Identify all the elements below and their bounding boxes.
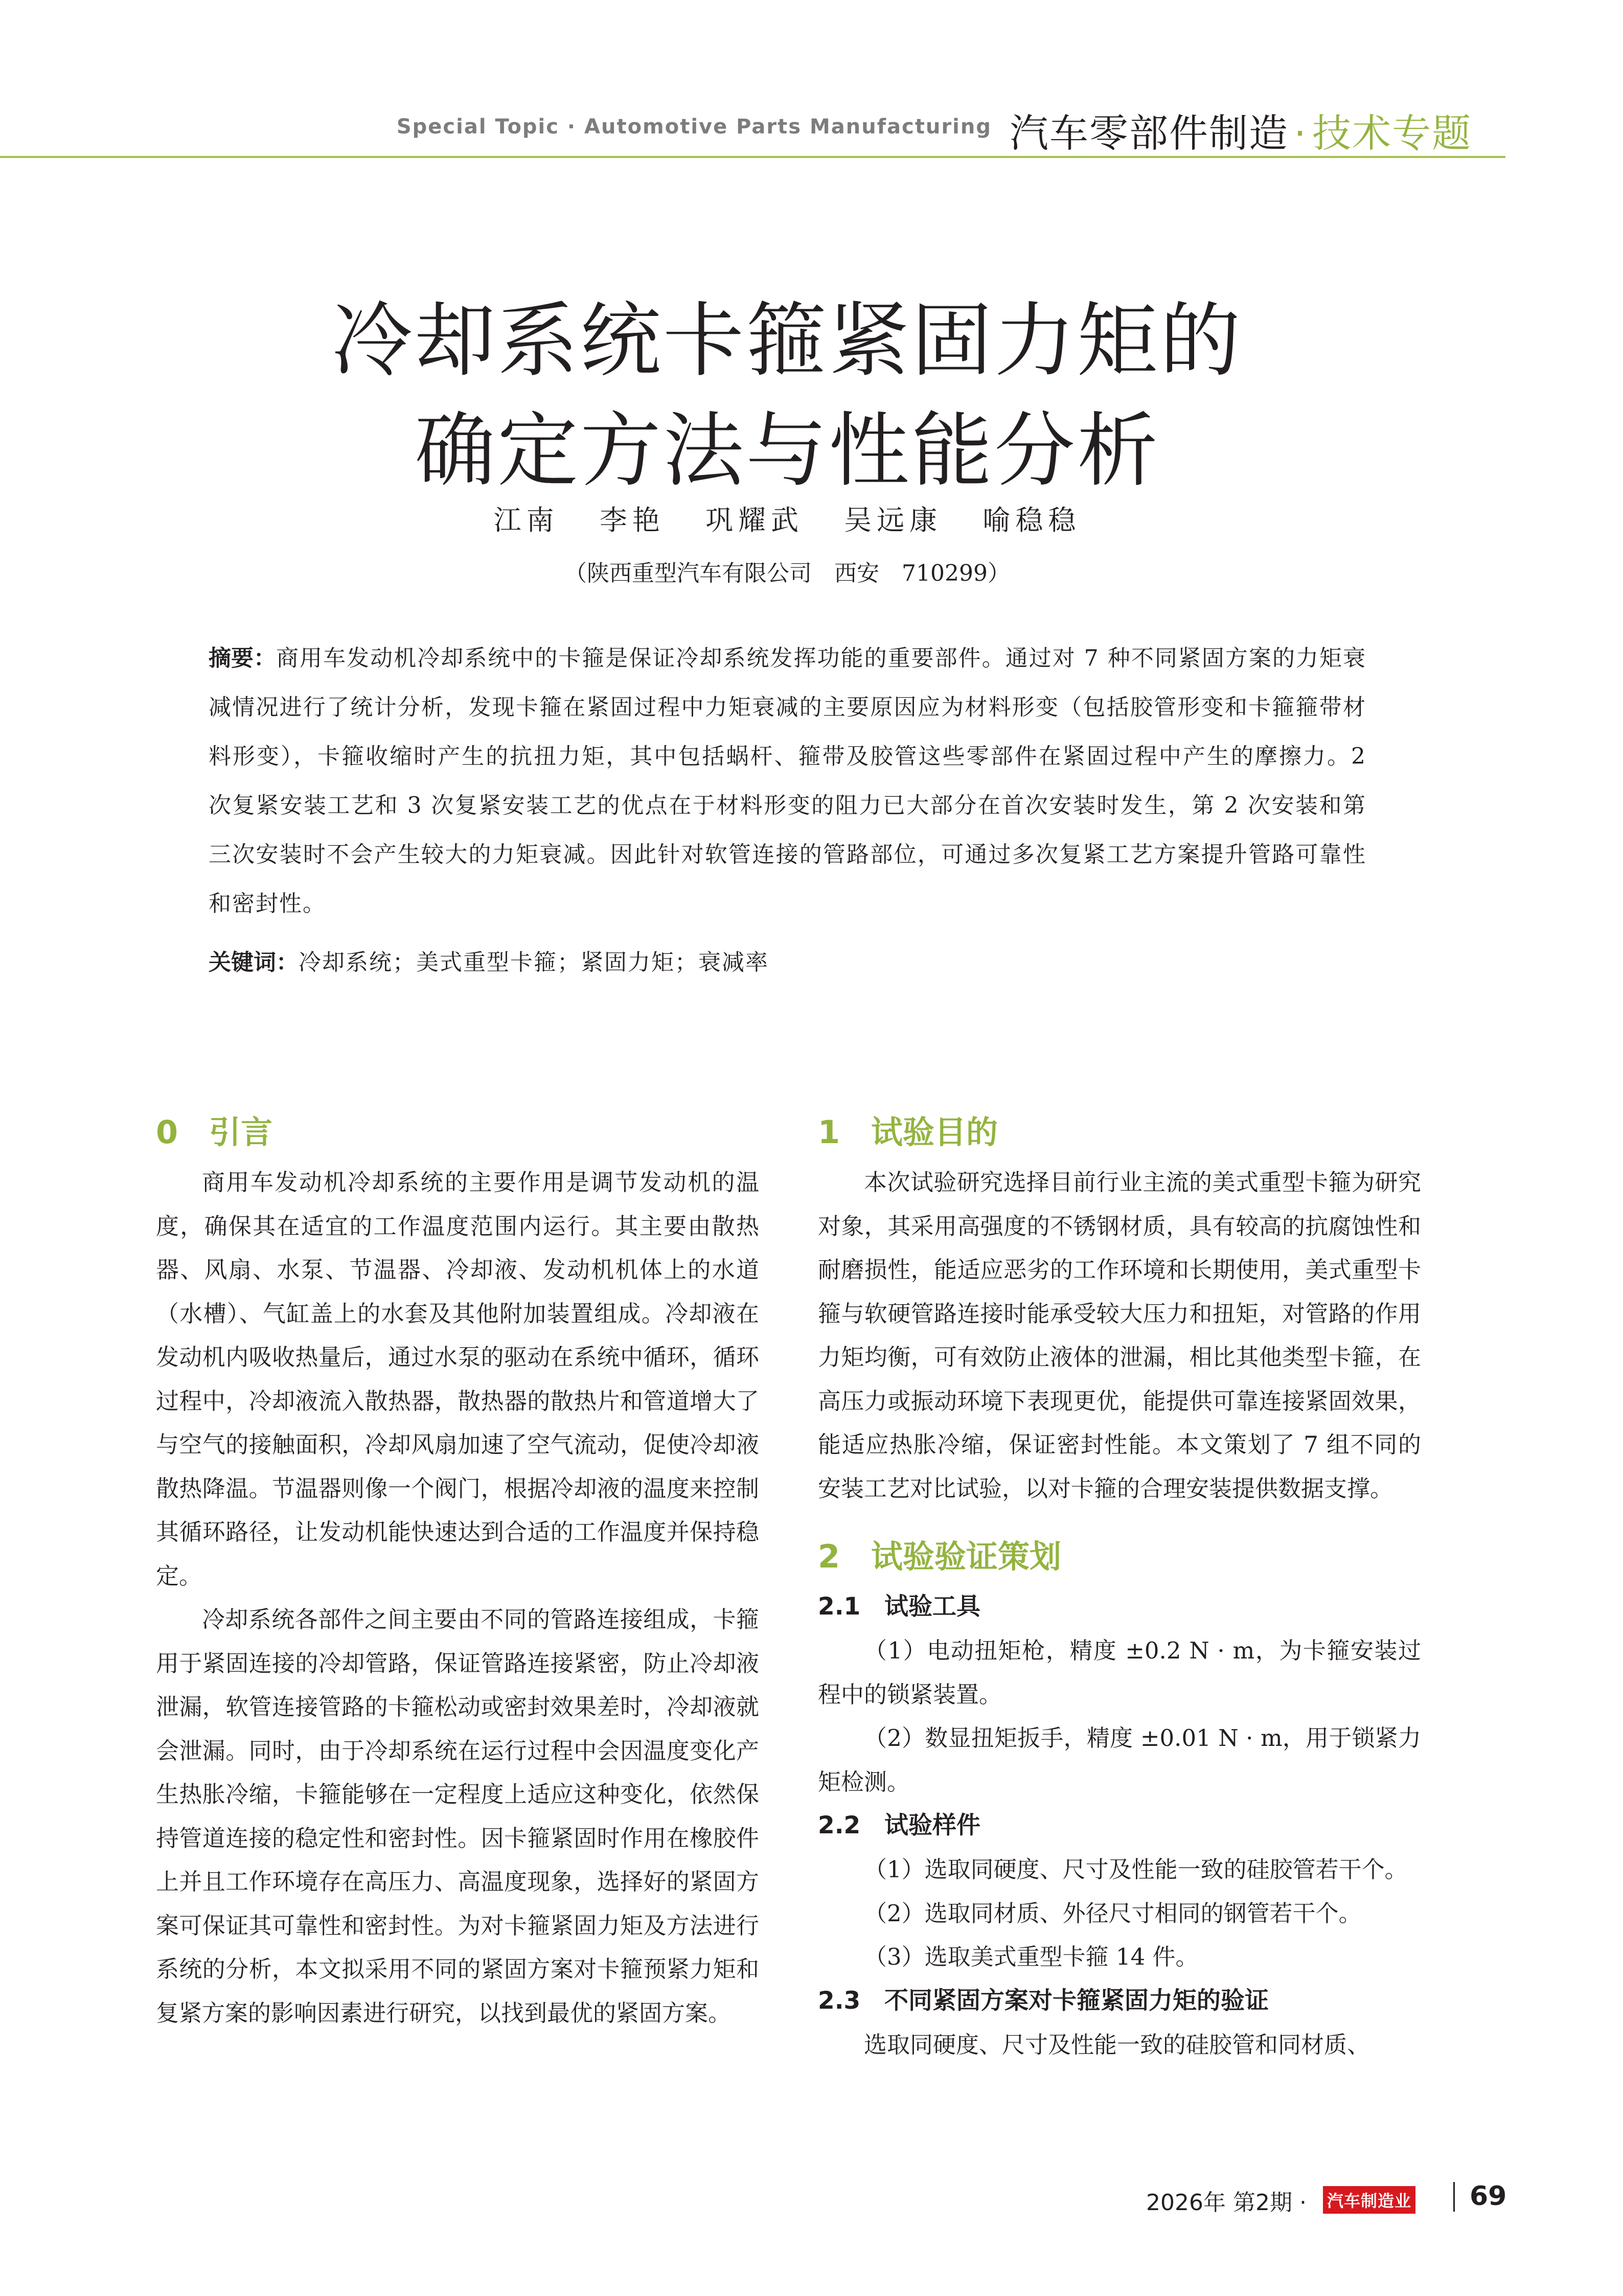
- body-paragraph: 选取同硬度、尺寸及性能一致的硅胶管和同材质、: [864, 2031, 1370, 2058]
- keywords: [209, 938, 1366, 987]
- article-title: [153, 286, 1421, 506]
- author: 李艳: [599, 504, 665, 536]
- magazine-logo: 汽车制造业: [1323, 2186, 1415, 2214]
- section-heading-plan: [818, 1529, 1421, 1585]
- section-number: 1: [818, 1113, 840, 1151]
- subsection-title: 不同紧固方案对卡箍紧固力矩的验证: [884, 1986, 1269, 2015]
- page-number: 69: [1470, 2181, 1507, 2212]
- header-chinese-title: [1010, 102, 1521, 158]
- abstract-text: 商用车发动机冷却系统中的卡箍是保证冷却系统发挥功能的重要部件。通过对 7 种不同紧固方案的力矩衰减情况进行了统计分析，发现卡箍在紧固过程中力矩衰减的主要原因应为材料形变（包括胶管形变和卡箍箍带材料形变），卡箍收缩时产生的抗扭力矩，其中包括蜗杆、箍带及胶管这些零部件在紧固过程中产生的摩擦力。2 次复紧安装工艺和 3 次复紧安装工艺的优点在于材料形变的阻力已大部分在首次安装时发生，第 2 次安装和第三次安装时不会产生较大的力矩衰减。因此针对软管连接的管路部位，可通过多次复紧工艺方案提升管路可靠性和密封性。: [209, 645, 1367, 917]
- keywords-label: 关键词：: [209, 949, 299, 975]
- list-item: （1）电动扭矩枪，精度 ±0.2 N · m，为卡箍安装过程中的锁紧装置。: [818, 1637, 1421, 1708]
- body-paragraph: 冷却系统各部件之间主要由不同的管路连接组成，卡箍用于紧固连接的冷却管路，保证管路连接紧密，防止冷却液泄漏，软管连接管路的卡箍松动或密封效果差时，冷却液就会泄漏。同时，由于冷却系统在运行过程中会因温度变化产生热胀冷缩，卡箍能够在一定程度上适应这种变化，依然保持管道连接的稳定性和密封性。因卡箍紧固时作用在橡胶件上并且工作环境存在高压力、高温度现象，选择好的紧固方案可保证其可靠性和密封性。为对卡箍紧固力矩及方法进行系统的分析，本文拟采用不同的紧固方案对卡箍预紧力矩和复紧方案的影响因素进行研究，以找到最优的紧固方案。: [156, 1606, 759, 2027]
- header-rule: [0, 156, 1505, 158]
- left-column: [156, 1104, 759, 2035]
- abstract-label: 摘要：: [209, 645, 277, 671]
- title-line-1: 冷却系统卡箍紧固力矩的: [332, 294, 1243, 388]
- subsection-number: 2.1: [818, 1593, 861, 1621]
- list-item: （2）数显扭矩扳手，精度 ±0.01 N · m，用于锁紧力矩检测。: [818, 1724, 1421, 1795]
- section-gap: [818, 1510, 1421, 1529]
- right-column: [818, 1104, 1421, 2066]
- body-paragraph: 本次试验研究选择目前行业主流的美式重型卡箍为研究对象，其采用高强度的不锈钢材质，具有较高的抗腐蚀性和耐磨损性，能适应恶劣的工作环境和长期使用，美式重型卡箍与软硬管路连接时能承受较大压力和扭矩，对管路的作用力矩均衡，可有效防止液体的泄漏，相比其他类型卡箍，在高压力或振动环境下表现更优，能提供可靠连接紧固效果，能适应热胀冷缩，保证密封性能。本文策划了 7 组不同的安装工艺对比试验，以对卡箍的合理安装提供数据支撑。: [818, 1169, 1421, 1502]
- subsection-number: 2.3: [818, 1986, 861, 2015]
- subsection-number: 2.2: [818, 1811, 861, 1839]
- abstract: [209, 634, 1366, 928]
- section-number: 0: [156, 1113, 178, 1151]
- author-list: [153, 498, 1421, 538]
- author: 江南: [493, 504, 559, 536]
- section-title: 试验目的: [871, 1113, 998, 1151]
- footer-divider: [1453, 2182, 1455, 2212]
- section-title: 试验验证策划: [871, 1538, 1062, 1575]
- section-number: 2: [818, 1538, 840, 1575]
- section-topic: 技术专题: [1312, 110, 1472, 156]
- subsection-heading-verification: [818, 1979, 1421, 2023]
- keywords-text: 冷却系统；美式重型卡箍；紧固力矩；衰减率: [299, 949, 769, 975]
- list-item: （1）选取同硬度、尺寸及性能一致的硅胶管若干个。: [864, 1856, 1408, 1883]
- author: 巩耀武: [705, 504, 804, 536]
- subsection-title: 试验工具: [884, 1593, 980, 1621]
- list-item: （3）选取美式重型卡箍 14 件。: [864, 1943, 1199, 1970]
- section-title: 引言: [209, 1113, 273, 1151]
- author: 喻稳稳: [982, 504, 1081, 536]
- list-item: （2）选取同材质、外径尺寸相同的钢管若干个。: [864, 1899, 1362, 1927]
- affiliation: （陕西重型汽车有限公司 西安 710299）: [564, 560, 1010, 586]
- page-footer: [1114, 2178, 1508, 2219]
- journal-name: 汽车零部件制造: [1010, 110, 1289, 156]
- header-separator: ·: [1294, 110, 1308, 156]
- section-heading-intro: [156, 1104, 759, 1161]
- header-english-title: Special Topic · Automotive Parts Manufacturing: [396, 115, 992, 139]
- subsection-heading-tools: [818, 1585, 1421, 1629]
- author: 吴远康: [844, 504, 943, 536]
- subsection-title: 试验样件: [884, 1811, 980, 1839]
- subsection-heading-samples: [818, 1804, 1421, 1848]
- title-line-2: 确定方法与性能分析: [415, 404, 1160, 498]
- issue-info: 2026年 第2期 ·: [1146, 2190, 1307, 2216]
- body-paragraph: 商用车发动机冷却系统的主要作用是调节发动机的温度，确保其在适宜的工作温度范围内运行。其主要由散热器、风扇、水泵、节温器、冷却液、发动机机体上的水道（水槽）、气缸盖上的水套及其他附加装置组成。冷却液在发动机内吸收热量后，通过水泵的驱动在系统中循环，循环过程中，冷却液流入散热器，散热器的散热片和管道增大了与空气的接触面积，冷却风扇加速了空气流动，促使冷却液散热降温。节温器则像一个阀门，根据冷却液的温度来控制其循环路径，让发动机能快速达到合适的工作温度并保持稳定。: [156, 1169, 759, 1589]
- section-heading-purpose: [818, 1104, 1421, 1161]
